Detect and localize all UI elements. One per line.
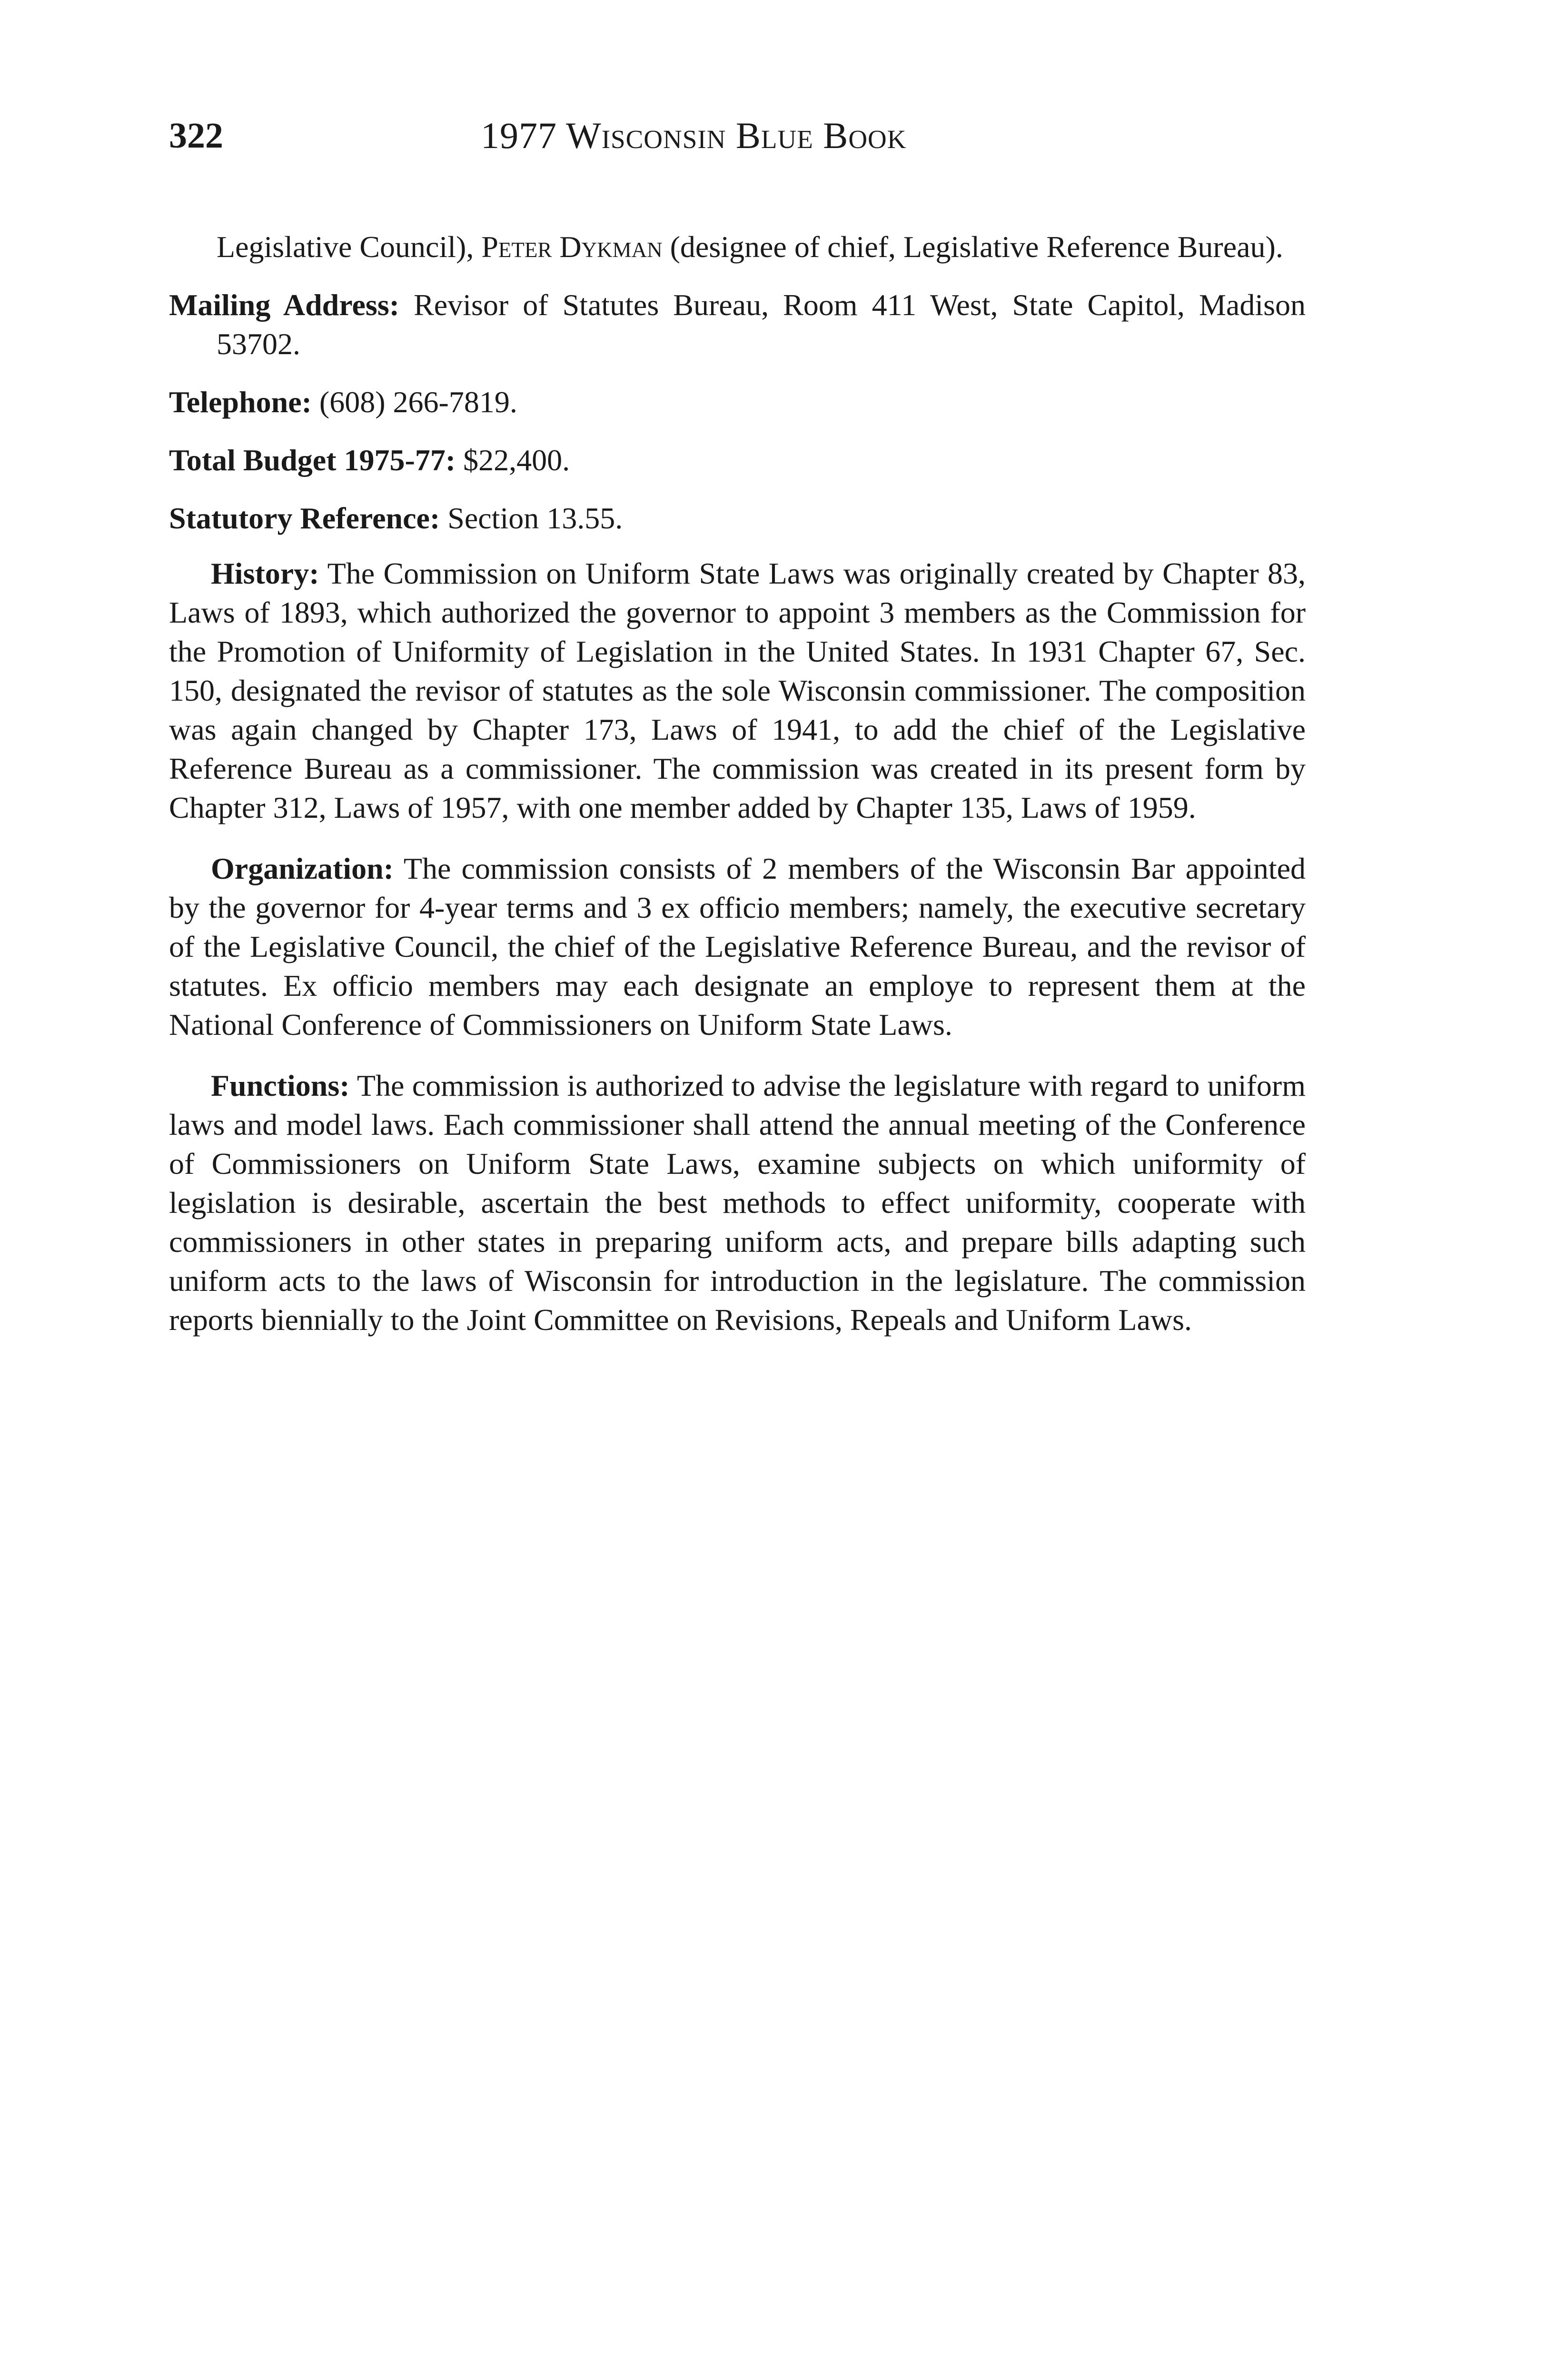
- history-paragraph: [169, 554, 1306, 827]
- mailing-address-entry: [169, 286, 1306, 364]
- statutory-reference-entry: [169, 499, 1306, 538]
- telephone-value: (608) 266-7819.: [319, 385, 517, 419]
- total-budget-label: Total Budget 1975-77:: [169, 443, 456, 477]
- running-head: [169, 112, 1311, 164]
- history-text: The Commission on Uniform State Laws was originally created by Chapter 83, Laws of 1893, which authorized the governor to appoint 3 members as the Commission for the Promotion of Uniformity of Legislation in the United States. In 1931 Chapter 67, Sec. 150, designated the revisor of statutes as the sole Wisconsin commissioner. The composition was again changed by Chapter 173, Laws of 1941, to add the chief of the Legislative Reference Bureau as a commissioner. The commission was created in its present form by Chapter 312, Laws of 1957, with one member added by Chapter 135, Laws of 1959.: [169, 556, 1306, 824]
- continuation-text-before: Legislative Council),: [217, 230, 482, 264]
- designee-name: Peter Dykman: [481, 230, 663, 264]
- body-text: [169, 228, 1306, 1339]
- mailing-address-label: Mailing Address:: [169, 288, 400, 322]
- continuation-text-after: (designee of chief, Legislative Reference Bureau).: [662, 230, 1283, 264]
- page-number: 322: [169, 116, 223, 156]
- functions-paragraph: [169, 1066, 1306, 1339]
- history-label: History:: [211, 556, 319, 590]
- total-budget-entry: [169, 441, 1306, 480]
- statutory-reference-label: Statutory Reference:: [169, 501, 440, 535]
- mailing-address-value: Revisor of Statutes Bureau, Room 411 West, State Capitol, Madison 53702.: [217, 288, 1306, 361]
- organization-label: Organization:: [211, 852, 394, 885]
- continuation-paragraph: [169, 228, 1306, 267]
- functions-text: The commission is authorized to advise the legislature with regard to uniform laws and model laws. Each commissioner shall attend the annual meeting of the Conference of Commissioners on Uniform State Laws, examine subjects on which uniformity of legislation is desirable, ascertain the best methods to effect uniformity, cooperate with commissioners in other states in preparing uniform acts, and prepare bills adapting such uniform acts to the laws of Wisconsin for introduction in the legislature. The commission reports biennially to the Joint Committee on Revisions, Repeals and Uniform Laws.: [169, 1069, 1306, 1337]
- total-budget-value: $22,400.: [463, 443, 570, 477]
- organization-paragraph: [169, 849, 1306, 1044]
- telephone-label: Telephone:: [169, 385, 312, 419]
- telephone-entry: [169, 383, 1306, 422]
- organization-text: The commission consists of 2 members of the Wisconsin Bar appointed by the governor for 4-year terms and 3 ex officio members; namely, the executive secretary of the Legislative Council, the chief of the Legislative Reference Bureau, and the revisor of statutes. Ex officio members may each designate an employe to represent them at the National Conference of Commissioners on Uniform State Laws.: [169, 852, 1306, 1041]
- functions-label: Functions:: [211, 1069, 350, 1102]
- statutory-reference-value: Section 13.55.: [447, 501, 623, 535]
- book-title: 1977 Wisconsin Blue Book: [481, 115, 907, 156]
